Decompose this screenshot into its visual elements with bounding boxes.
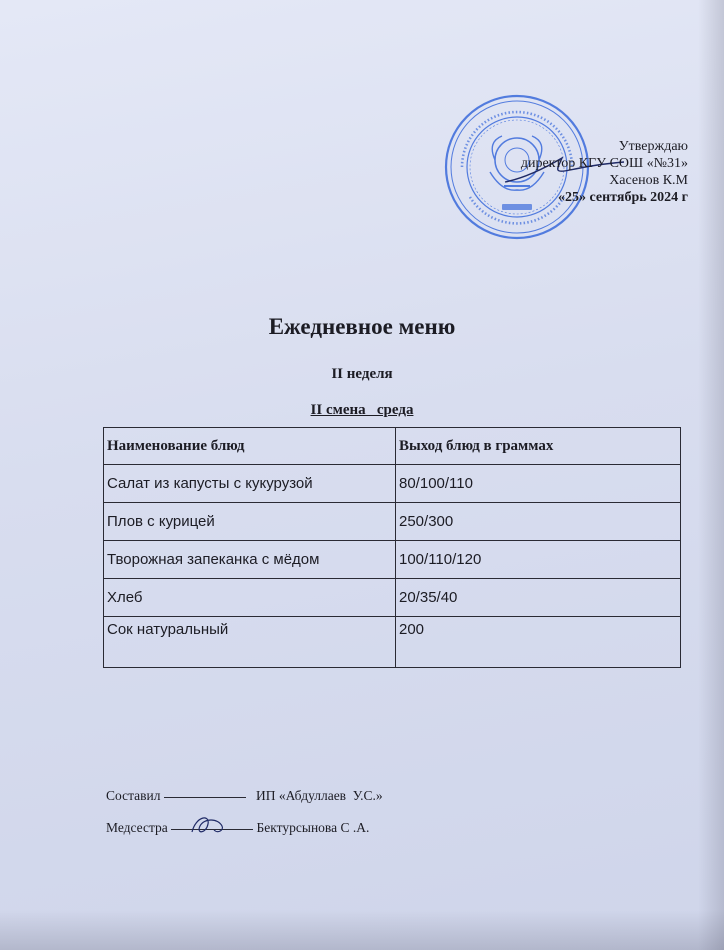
dish-name: Хлеб	[104, 579, 396, 617]
dish-weight: 250/300	[396, 503, 681, 541]
dish-name: Плов с курицей	[104, 503, 396, 541]
dish-name: Творожная запеканка с мёдом	[104, 541, 396, 579]
dish-weight: 80/100/110	[396, 465, 681, 503]
dish-weight: 100/110/120	[396, 541, 681, 579]
table-row	[104, 541, 681, 579]
nurse-signature	[188, 812, 228, 840]
approval-block	[521, 138, 688, 206]
week-label: II неделя	[331, 366, 393, 382]
header-dish-name: Наименование блюд	[104, 428, 396, 465]
table-header-row	[104, 428, 681, 465]
dish-weight: 200	[396, 617, 681, 668]
compiled-signature-blank	[164, 797, 246, 798]
nurse-line	[106, 820, 369, 836]
shift-day-label: II смена среда	[310, 402, 414, 418]
approval-date: «25» сентябрь 2024 г	[558, 190, 688, 205]
nurse-label: Медсестра	[106, 820, 168, 835]
dish-name: Салат из капусты с кукурузой	[104, 465, 396, 503]
compiled-by-name: ИП «Абдуллаев У.С.»	[255, 788, 383, 803]
dish-name: Сок натуральный	[104, 617, 396, 668]
nurse-name: Бектурсынова С .А.	[256, 820, 370, 835]
menu-table	[103, 427, 681, 668]
table-row	[104, 503, 681, 541]
page-shadow-bottom	[0, 910, 724, 950]
compiled-by-line	[106, 788, 383, 804]
table-row	[104, 579, 681, 617]
approval-director-position: директор КГУ СОШ «№31»	[520, 156, 688, 171]
table-row	[104, 465, 681, 503]
approval-director-name: Хасенов К.М	[609, 173, 688, 188]
dish-weight: 20/35/40	[396, 579, 681, 617]
page-shadow-right	[698, 0, 724, 950]
approval-heading: Утверждаю	[618, 139, 688, 154]
table-row	[104, 617, 681, 668]
page-title: Ежедневное меню	[268, 314, 456, 339]
header-dish-weight: Выход блюд в граммах	[396, 428, 681, 465]
compiled-label: Составил	[106, 788, 161, 803]
